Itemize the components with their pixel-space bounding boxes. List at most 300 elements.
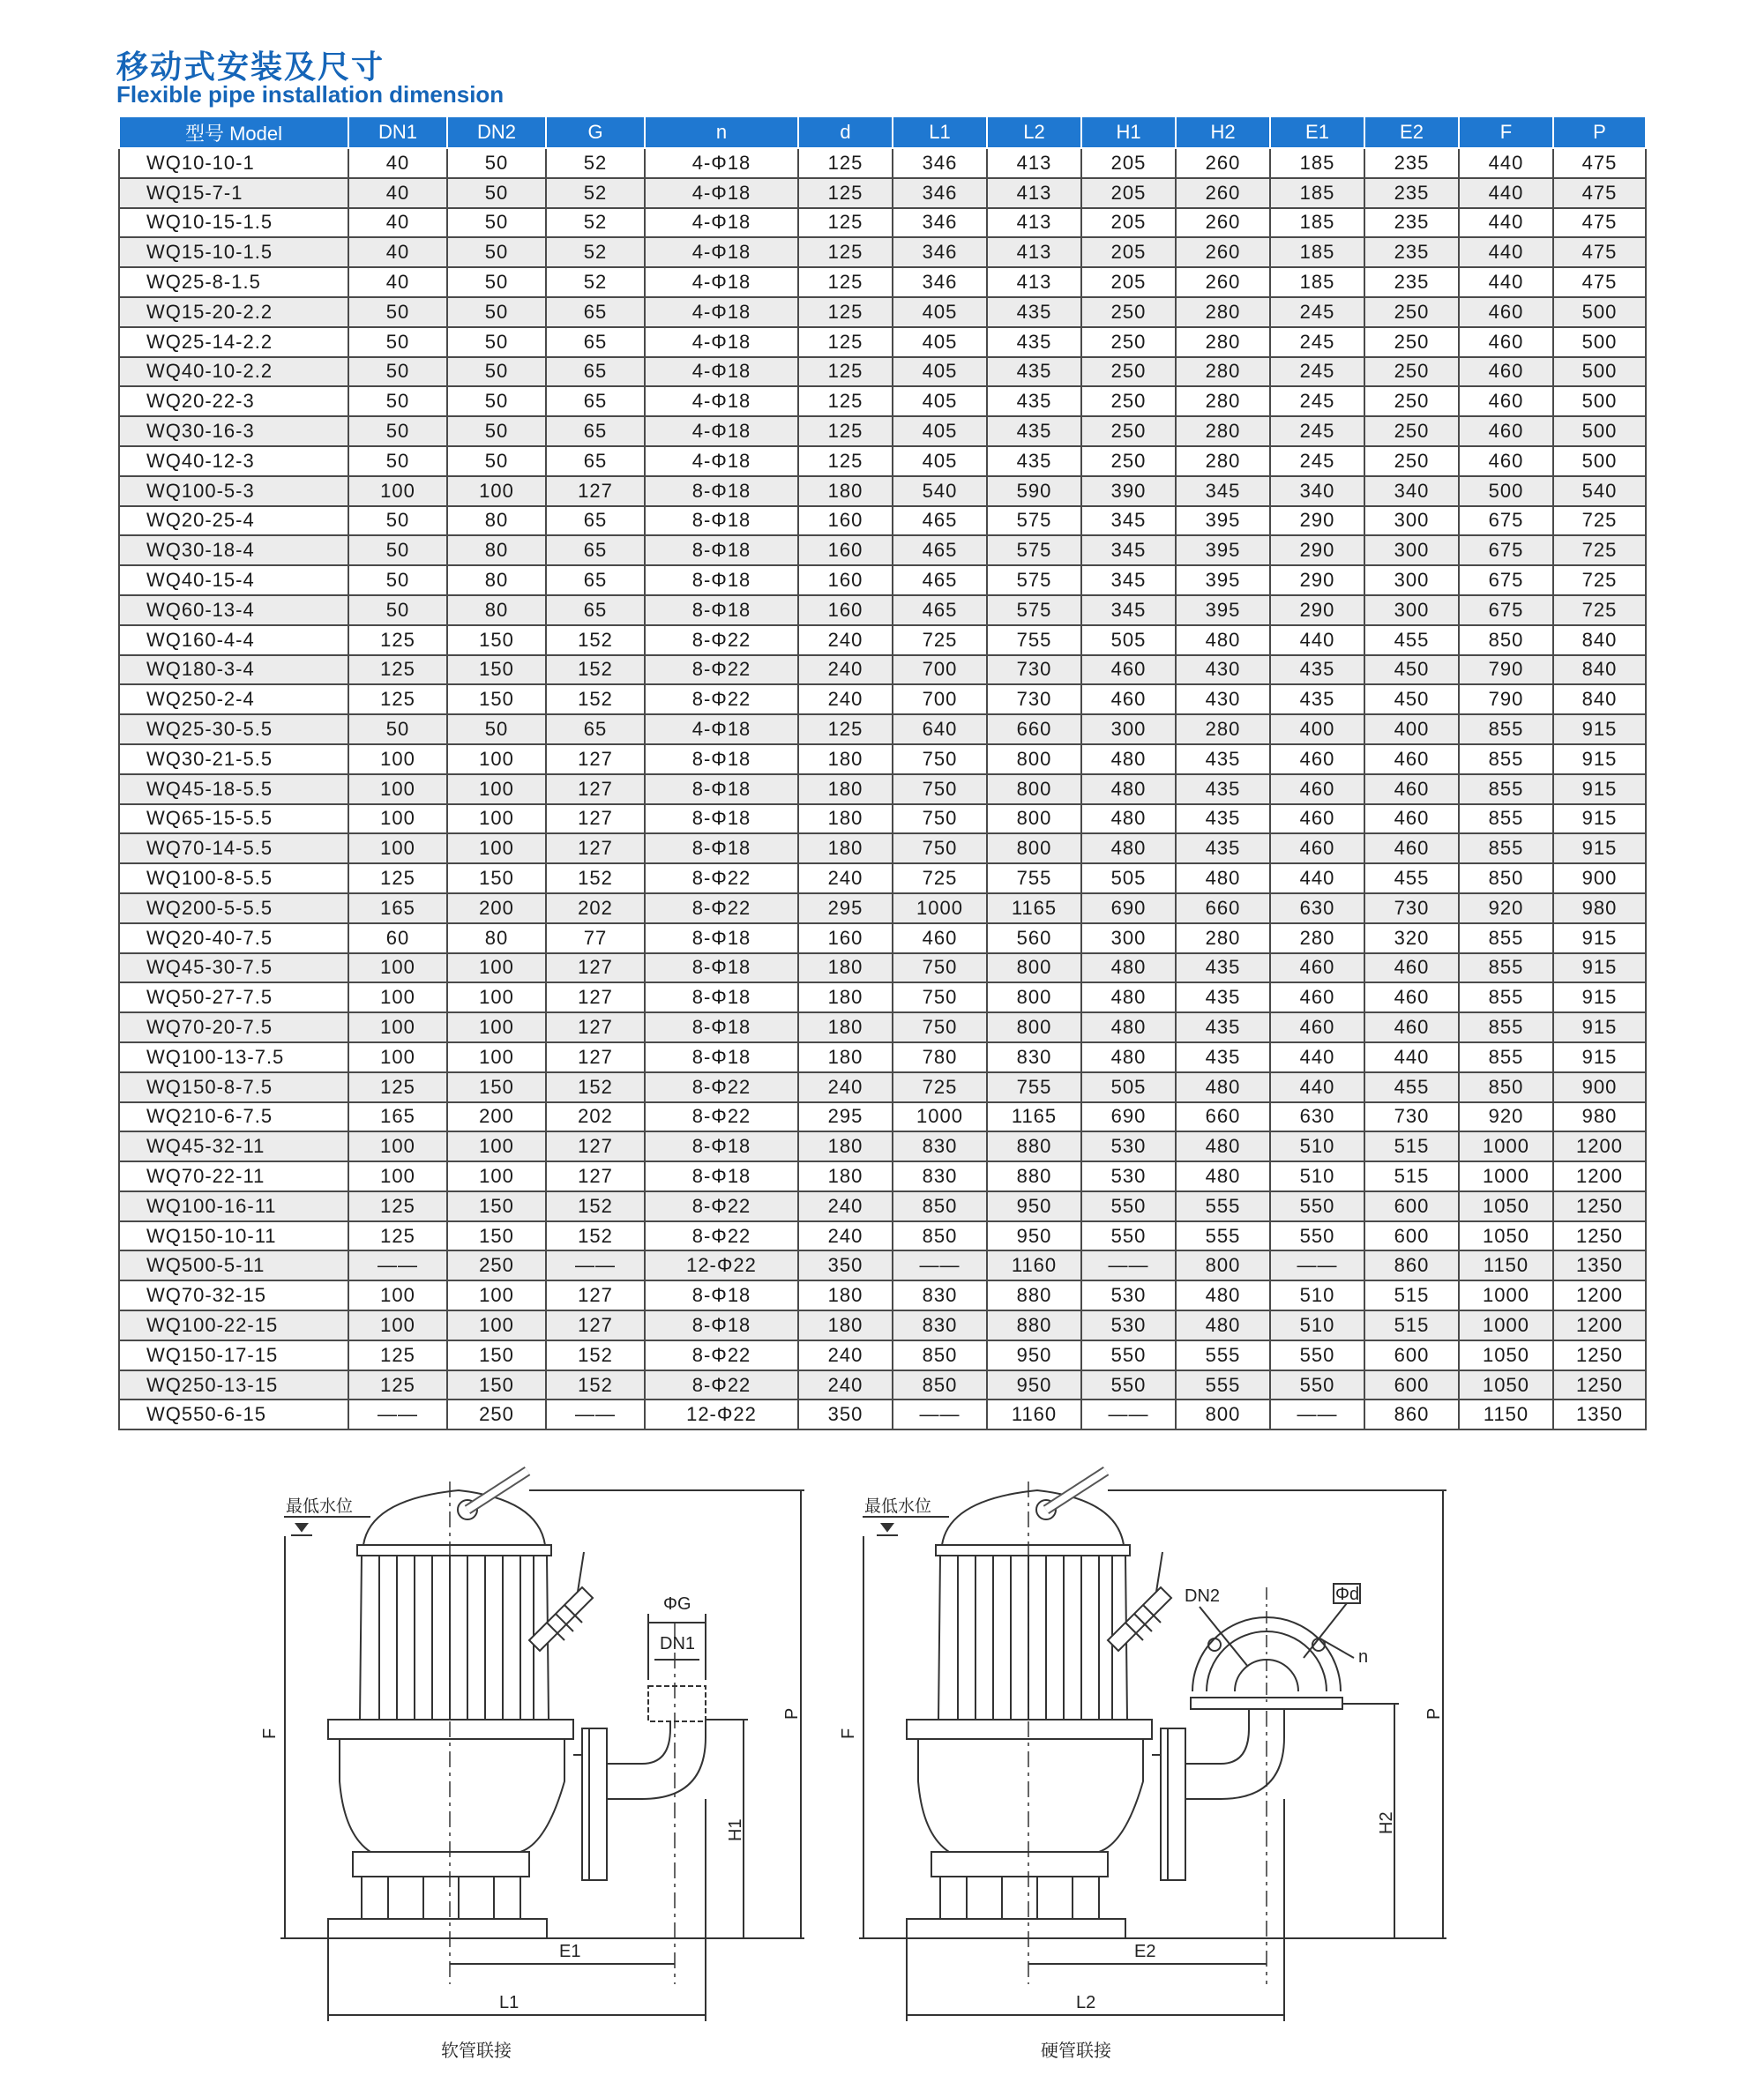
table-cell: 460 <box>1364 833 1459 863</box>
table-header-cell: H1 <box>1081 116 1176 148</box>
table-cell: 150 <box>447 655 546 685</box>
table-cell: 200 <box>447 1102 546 1132</box>
table-cell: 345 <box>1081 535 1176 565</box>
table-cell: 127 <box>546 953 645 983</box>
table-cell: 100 <box>348 1161 447 1191</box>
right-dn2-dim-label: DN2 <box>1185 1586 1221 1606</box>
table-cell: 4-Φ18 <box>645 148 798 178</box>
table-cell: 460 <box>1081 684 1176 714</box>
table-cell: 12-Φ22 <box>645 1400 798 1429</box>
table-cell: 4-Φ18 <box>645 297 798 327</box>
table-cell: 290 <box>1270 535 1364 565</box>
table-cell: 800 <box>987 744 1081 774</box>
table-cell: 125 <box>348 655 447 685</box>
model-cell: WQ70-20-7.5 <box>119 1012 348 1042</box>
table-row <box>119 833 1646 863</box>
table-cell: 160 <box>798 595 893 625</box>
table-cell: 855 <box>1459 982 1553 1012</box>
table-cell: 880 <box>987 1280 1081 1310</box>
table-cell: 65 <box>546 357 645 387</box>
table-cell: 165 <box>348 893 447 923</box>
table-cell: 8-Φ18 <box>645 1310 798 1340</box>
table-cell: —— <box>1270 1250 1364 1280</box>
left-e1-dim-label: E1 <box>559 1942 581 1961</box>
table-cell: 185 <box>1270 237 1364 267</box>
table-header-cell: L1 <box>893 116 987 148</box>
table-cell: 460 <box>1364 804 1459 834</box>
table-cell: 100 <box>348 953 447 983</box>
table-cell: 515 <box>1364 1280 1459 1310</box>
table-cell: 280 <box>1176 714 1270 744</box>
table-cell: 250 <box>1364 357 1459 387</box>
table-cell: 100 <box>447 833 546 863</box>
table-cell: 100 <box>447 1310 546 1340</box>
table-cell: 127 <box>546 774 645 804</box>
dimension-table <box>118 116 1647 1430</box>
table-cell: 660 <box>987 714 1081 744</box>
table-row <box>119 237 1646 267</box>
table-cell: 600 <box>1364 1370 1459 1400</box>
table-cell: 1000 <box>1459 1280 1553 1310</box>
table-cell: 245 <box>1270 386 1364 416</box>
table-cell: 850 <box>893 1221 987 1251</box>
table-cell: 480 <box>1176 1161 1270 1191</box>
table-cell: 460 <box>1364 744 1459 774</box>
table-cell: 800 <box>1176 1400 1270 1429</box>
table-cell: 127 <box>546 1131 645 1161</box>
table-cell: 915 <box>1553 833 1646 863</box>
table-cell: 500 <box>1459 476 1553 506</box>
table-cell: 240 <box>798 1370 893 1400</box>
table-row <box>119 744 1646 774</box>
table-cell: 8-Φ22 <box>645 625 798 655</box>
table-cell: 915 <box>1553 923 1646 953</box>
table-row <box>119 1072 1646 1102</box>
table-cell: 245 <box>1270 416 1364 446</box>
table-cell: 460 <box>1459 357 1553 387</box>
table-cell: 440 <box>1459 237 1553 267</box>
table-cell: 52 <box>546 208 645 238</box>
table-cell: 280 <box>1176 416 1270 446</box>
table-cell: 480 <box>1176 1310 1270 1340</box>
table-cell: 440 <box>1364 1042 1459 1072</box>
table-cell: 4-Φ18 <box>645 714 798 744</box>
table-cell: 555 <box>1176 1221 1270 1251</box>
table-cell: 1160 <box>987 1250 1081 1280</box>
left-h1-dim-label: H1 <box>726 1818 745 1841</box>
model-cell: WQ45-32-11 <box>119 1131 348 1161</box>
table-cell: 480 <box>1081 953 1176 983</box>
table-cell: 12-Φ22 <box>645 1250 798 1280</box>
model-cell: WQ200-5-5.5 <box>119 893 348 923</box>
table-row <box>119 327 1646 357</box>
table-cell: 152 <box>546 684 645 714</box>
table-cell: 980 <box>1553 1102 1646 1132</box>
table-cell: 8-Φ18 <box>645 1161 798 1191</box>
table-cell: 460 <box>1364 1012 1459 1042</box>
table-cell: 750 <box>893 1012 987 1042</box>
model-cell: WQ30-18-4 <box>119 535 348 565</box>
table-cell: 730 <box>1364 1102 1459 1132</box>
right-water-level-label: 最低水位 <box>864 1497 932 1516</box>
table-cell: 725 <box>1553 595 1646 625</box>
table-row <box>119 774 1646 804</box>
table-cell: 125 <box>348 1221 447 1251</box>
table-row <box>119 416 1646 446</box>
table-cell: 260 <box>1176 267 1270 297</box>
table-cell: 850 <box>893 1191 987 1221</box>
model-cell: WQ50-27-7.5 <box>119 982 348 1012</box>
table-cell: 280 <box>1176 297 1270 327</box>
table-cell: 235 <box>1364 148 1459 178</box>
table-cell: 915 <box>1553 1042 1646 1072</box>
table-cell: 100 <box>447 982 546 1012</box>
table-cell: 250 <box>1081 416 1176 446</box>
table-cell: 460 <box>1459 416 1553 446</box>
table-cell: 180 <box>798 744 893 774</box>
model-cell: WQ250-2-4 <box>119 684 348 714</box>
table-cell: 500 <box>1553 357 1646 387</box>
table-cell: 1160 <box>987 1400 1081 1429</box>
table-cell: 4-Φ18 <box>645 386 798 416</box>
table-cell: 405 <box>893 357 987 387</box>
model-cell: WQ150-8-7.5 <box>119 1072 348 1102</box>
table-cell: 800 <box>987 982 1081 1012</box>
table-cell: 150 <box>447 1191 546 1221</box>
left-drawing-caption: 软管联接 <box>441 2040 512 2061</box>
table-cell: 475 <box>1553 178 1646 208</box>
page-title-cn: 移动式安装及尺寸 <box>116 49 385 86</box>
table-cell: 240 <box>798 684 893 714</box>
table-cell: 850 <box>893 1370 987 1400</box>
table-header-cell: F <box>1459 116 1553 148</box>
table-cell: 8-Φ18 <box>645 923 798 953</box>
table-cell: 390 <box>1081 476 1176 506</box>
table-cell: 260 <box>1176 237 1270 267</box>
table-cell: 730 <box>1364 893 1459 923</box>
table-cell: 1050 <box>1459 1221 1553 1251</box>
table-cell: 50 <box>447 267 546 297</box>
table-cell: 435 <box>1176 833 1270 863</box>
table-cell: 440 <box>1459 208 1553 238</box>
table-cell: 205 <box>1081 208 1176 238</box>
table-cell: 455 <box>1364 625 1459 655</box>
table-cell: 300 <box>1081 923 1176 953</box>
table-cell: 440 <box>1270 625 1364 655</box>
table-row <box>119 893 1646 923</box>
table-cell: 435 <box>1176 804 1270 834</box>
table-cell: 152 <box>546 625 645 655</box>
table-cell: 1350 <box>1553 1400 1646 1429</box>
table-cell: 205 <box>1081 267 1176 297</box>
model-cell: WQ45-18-5.5 <box>119 774 348 804</box>
table-cell: 750 <box>893 804 987 834</box>
table-cell: 395 <box>1176 506 1270 536</box>
table-cell: 50 <box>348 327 447 357</box>
table-cell: 180 <box>798 1161 893 1191</box>
table-cell: 100 <box>348 476 447 506</box>
table-cell: 8-Φ22 <box>645 1221 798 1251</box>
table-cell: 125 <box>798 327 893 357</box>
table-cell: 80 <box>447 595 546 625</box>
table-cell: 50 <box>348 535 447 565</box>
table-cell: 435 <box>987 446 1081 476</box>
table-cell: 450 <box>1364 655 1459 685</box>
model-cell: WQ100-16-11 <box>119 1191 348 1221</box>
table-cell: 435 <box>1176 744 1270 774</box>
table-cell: 8-Φ22 <box>645 684 798 714</box>
left-l1-dim-label: L1 <box>499 1993 519 2012</box>
table-cell: 150 <box>447 1370 546 1400</box>
table-cell: 100 <box>348 982 447 1012</box>
table-header-cell: DN2 <box>447 116 546 148</box>
table-cell: 1050 <box>1459 1370 1553 1400</box>
table-header-cell: P <box>1553 116 1646 148</box>
table-cell: 460 <box>1081 655 1176 685</box>
table-cell: 127 <box>546 1310 645 1340</box>
table-header-cell: d <box>798 116 893 148</box>
table-cell: 100 <box>348 1310 447 1340</box>
table-cell: 185 <box>1270 148 1364 178</box>
table-cell: 8-Φ18 <box>645 565 798 595</box>
table-cell: 550 <box>1270 1221 1364 1251</box>
table-row <box>119 1012 1646 1042</box>
table-cell: 440 <box>1270 1042 1364 1072</box>
table-cell: 50 <box>348 357 447 387</box>
table-cell: 755 <box>987 1072 1081 1102</box>
table-row <box>119 1370 1646 1400</box>
table-cell: 65 <box>546 565 645 595</box>
table-cell: 50 <box>348 506 447 536</box>
table-cell: 575 <box>987 595 1081 625</box>
table-cell: 180 <box>798 1012 893 1042</box>
table-cell: 346 <box>893 208 987 238</box>
table-cell: 880 <box>987 1131 1081 1161</box>
table-cell: 860 <box>1364 1250 1459 1280</box>
table-row <box>119 982 1646 1012</box>
table-cell: 245 <box>1270 327 1364 357</box>
table-row <box>119 476 1646 506</box>
table-cell: 8-Φ22 <box>645 1340 798 1370</box>
table-cell: 405 <box>893 327 987 357</box>
table-cell: 295 <box>798 893 893 923</box>
table-cell: 100 <box>447 774 546 804</box>
table-header-cell: DN1 <box>348 116 447 148</box>
table-cell: 50 <box>447 327 546 357</box>
table-cell: 50 <box>447 357 546 387</box>
left-g-dim-label: ΦG <box>663 1594 691 1614</box>
table-cell: 180 <box>798 982 893 1012</box>
table-cell: 475 <box>1553 267 1646 297</box>
table-cell: 295 <box>798 1102 893 1132</box>
table-cell: 1000 <box>893 893 987 923</box>
table-cell: 460 <box>1270 774 1364 804</box>
table-cell: 185 <box>1270 178 1364 208</box>
table-cell: 160 <box>798 565 893 595</box>
table-cell: 855 <box>1459 714 1553 744</box>
table-row <box>119 625 1646 655</box>
table-cell: 8-Φ18 <box>645 982 798 1012</box>
table-cell: 280 <box>1270 923 1364 953</box>
table-row <box>119 684 1646 714</box>
table-cell: 480 <box>1176 1131 1270 1161</box>
table-cell: 915 <box>1553 1012 1646 1042</box>
table-cell: 480 <box>1081 1042 1176 1072</box>
table-cell: 205 <box>1081 178 1176 208</box>
table-cell: 500 <box>1553 416 1646 446</box>
table-cell: 920 <box>1459 893 1553 923</box>
table-cell: —— <box>348 1250 447 1280</box>
table-row <box>119 1280 1646 1310</box>
table-cell: 8-Φ18 <box>645 595 798 625</box>
table-cell: 300 <box>1364 535 1459 565</box>
table-cell: 8-Φ18 <box>645 1012 798 1042</box>
table-cell: 4-Φ18 <box>645 357 798 387</box>
table-row <box>119 804 1646 834</box>
table-cell: 125 <box>798 148 893 178</box>
table-cell: 4-Φ18 <box>645 416 798 446</box>
table-row <box>119 655 1646 685</box>
table-cell: 480 <box>1176 1072 1270 1102</box>
table-cell: 855 <box>1459 833 1553 863</box>
table-cell: 750 <box>893 833 987 863</box>
table-cell: 515 <box>1364 1131 1459 1161</box>
table-cell: 405 <box>893 416 987 446</box>
table-cell: 100 <box>447 804 546 834</box>
table-cell: 405 <box>893 297 987 327</box>
table-cell: 460 <box>1270 1012 1364 1042</box>
table-cell: 600 <box>1364 1221 1459 1251</box>
model-cell: WQ10-15-1.5 <box>119 208 348 238</box>
table-cell: 100 <box>447 1280 546 1310</box>
table-cell: 180 <box>798 953 893 983</box>
table-cell: 40 <box>348 237 447 267</box>
table-cell: 100 <box>447 953 546 983</box>
table-row <box>119 535 1646 565</box>
table-cell: 530 <box>1081 1280 1176 1310</box>
table-cell: 460 <box>893 923 987 953</box>
table-cell: 260 <box>1176 178 1270 208</box>
table-cell: 435 <box>987 357 1081 387</box>
table-cell: 550 <box>1270 1370 1364 1400</box>
table-cell: 660 <box>1176 893 1270 923</box>
table-row <box>119 297 1646 327</box>
table-cell: 127 <box>546 833 645 863</box>
table-header-cell: H2 <box>1176 116 1270 148</box>
table-row <box>119 1340 1646 1370</box>
table-cell: 440 <box>1459 267 1553 297</box>
table-cell: 4-Φ18 <box>645 327 798 357</box>
table-cell: 250 <box>1081 357 1176 387</box>
left-dn1-dim-label: DN1 <box>660 1634 696 1653</box>
table-cell: 700 <box>893 655 987 685</box>
table-cell: 202 <box>546 893 645 923</box>
table-cell: 480 <box>1081 744 1176 774</box>
table-cell: 755 <box>987 625 1081 655</box>
table-cell: 800 <box>987 804 1081 834</box>
table-cell: 125 <box>798 416 893 446</box>
table-cell: 750 <box>893 744 987 774</box>
table-cell: —— <box>893 1400 987 1429</box>
table-cell: 460 <box>1270 833 1364 863</box>
table-cell: 830 <box>893 1310 987 1340</box>
table-cell: 460 <box>1270 982 1364 1012</box>
table-cell: —— <box>893 1250 987 1280</box>
table-cell: 855 <box>1459 923 1553 953</box>
table-cell: 100 <box>447 1012 546 1042</box>
table-cell: 280 <box>1176 327 1270 357</box>
table-cell: 250 <box>447 1400 546 1429</box>
table-cell: 150 <box>447 863 546 893</box>
table-cell: 80 <box>447 535 546 565</box>
table-cell: 4-Φ18 <box>645 267 798 297</box>
table-cell: 505 <box>1081 625 1176 655</box>
table-cell: 50 <box>447 237 546 267</box>
table-cell: 250 <box>1364 327 1459 357</box>
table-row <box>119 953 1646 983</box>
table-cell: 50 <box>447 208 546 238</box>
table-cell: 8-Φ22 <box>645 1370 798 1400</box>
table-cell: 405 <box>893 446 987 476</box>
model-cell: WQ100-8-5.5 <box>119 863 348 893</box>
table-cell: 750 <box>893 982 987 1012</box>
table-cell: 400 <box>1270 714 1364 744</box>
table-row <box>119 267 1646 297</box>
table-cell: 280 <box>1176 386 1270 416</box>
table-cell: 8-Φ18 <box>645 506 798 536</box>
table-cell: 413 <box>987 237 1081 267</box>
table-cell: 125 <box>798 267 893 297</box>
table-cell: 125 <box>798 386 893 416</box>
table-cell: 460 <box>1270 744 1364 774</box>
table-row <box>119 148 1646 178</box>
table-cell: 152 <box>546 1370 645 1400</box>
table-cell: 575 <box>987 506 1081 536</box>
table-cell: 260 <box>1176 208 1270 238</box>
table-cell: 125 <box>798 714 893 744</box>
table-cell: 80 <box>447 923 546 953</box>
table-cell: 77 <box>546 923 645 953</box>
table-cell: 40 <box>348 178 447 208</box>
table-cell: 1050 <box>1459 1191 1553 1221</box>
table-cell: 152 <box>546 1340 645 1370</box>
model-cell: WQ20-40-7.5 <box>119 923 348 953</box>
table-cell: 900 <box>1553 1072 1646 1102</box>
table-cell: 1000 <box>1459 1161 1553 1191</box>
left-f-dim-label: F <box>260 1728 280 1739</box>
table-cell: 550 <box>1270 1191 1364 1221</box>
table-row <box>119 565 1646 595</box>
model-cell: WQ70-14-5.5 <box>119 833 348 863</box>
table-cell: 50 <box>447 714 546 744</box>
table-cell: 790 <box>1459 655 1553 685</box>
table-cell: 127 <box>546 1161 645 1191</box>
table-cell: 340 <box>1270 476 1364 506</box>
table-cell: 1250 <box>1553 1370 1646 1400</box>
table-cell: 180 <box>798 1131 893 1161</box>
table-cell: 100 <box>447 744 546 774</box>
table-cell: 630 <box>1270 1102 1364 1132</box>
table-cell: 240 <box>798 1191 893 1221</box>
table-cell: 290 <box>1270 595 1364 625</box>
table-cell: 125 <box>348 684 447 714</box>
table-cell: 1165 <box>987 893 1081 923</box>
table-cell: 127 <box>546 1042 645 1072</box>
table-cell: 50 <box>447 446 546 476</box>
table-cell: 346 <box>893 237 987 267</box>
table-cell: 250 <box>1081 297 1176 327</box>
table-cell: 500 <box>1553 327 1646 357</box>
